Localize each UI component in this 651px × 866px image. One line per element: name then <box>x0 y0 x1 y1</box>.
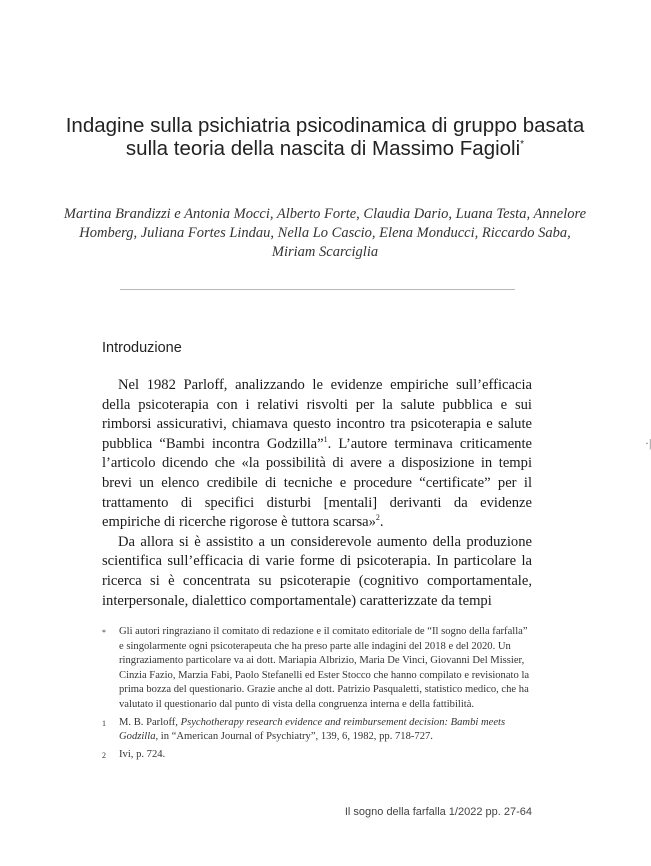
footnote-1-rest: , in “American Journal of Psychiatry”, 139, 6, 1982, pp. 718-727. <box>155 731 433 743</box>
paragraph-1-part-c: . <box>379 514 384 531</box>
paragraph-1 <box>102 376 532 533</box>
paragraph-1-part-b: . L’autore terminava criticamente l’articolo dicendo che «la possibilità di avere a disposizione in tempi brevi un elenco credibile di tecniche e procedure “certificate” per il trattamento di specifici disturbi [mentali] derivanti da evidenze empiriche di ricerche rigorose è tuttora scarsa» <box>102 435 532 531</box>
article-title-text: Indagine sulla psichiatria psicodinamica di gruppo basata sulla teoria della nascita di Massimo Fagioli <box>65 114 585 160</box>
margin-crop-mark: ·| <box>645 436 651 450</box>
footnote-1-mark: 1 <box>102 718 106 728</box>
footnote-star-text: Gli autori ringraziano il comitato di redazione e il comitato editoriale de “Il sogno della farfalla” e singolarmente ogni psicoterapeuta che ha preso parte alle indagini del 2018 e del 2020. Un ringraziamento particolare va ai dott. Mariapia Albrizio, Maria De Vinci, Giovanni Del Missier, Cinzia Fazio, Marzia Fabi, Paolo Stefanelli ed Ester Stocco che hanno compilato e revisionato la prima bozza del questionario. Grazie anche al dott. Patrizio Pasqualetti, statistico medico, che ha valutato il questionario dal punto di vista della congruenza interna e della fattibilità. <box>119 626 530 710</box>
paragraph-1-part-a: Nel 1982 Parloff, analizzando le evidenze empiriche sull’efficacia della psicoterapia con i relativi risvolti per la salute pubblica e sui rimborsi assicurativi, chiamava questo incontro tra psicoterapia e salute pubblica “Bambi incontra Godzilla” <box>102 377 532 452</box>
article-title <box>60 114 590 160</box>
footnote-2-text: Ivi, p. 724. <box>119 748 166 760</box>
footnote-1 <box>102 716 532 745</box>
footnote-1-author: M. B. Parloff, <box>119 716 181 728</box>
footnote-1-text <box>119 716 532 745</box>
running-footer: Il sogno della farfalla 1/2022 pp. 27-64 <box>344 806 532 818</box>
title-footnote-mark: * <box>520 139 525 151</box>
footnote-ref-1: 1 <box>323 434 328 444</box>
paragraph-2: Da allora si è assistito a un considerevole aumento della produzione scientifica sull’efficacia di varie forme di psicoterapia. In particolare la ricerca si è concentrata su psicoterapie (cognitivo comportamentale, interpersonale, dialettico comportamentale) caratterizzate da tempi <box>102 533 532 609</box>
footnote-ref-2: 2 <box>375 513 380 523</box>
footnote-1-title: Psychotherapy research evidence and reimbursement decision: Bambi meets Godzilla <box>119 716 506 743</box>
footnote-2-mark: 2 <box>102 750 106 760</box>
footnotes <box>102 625 532 766</box>
title-divider <box>120 289 515 290</box>
footnote-2 <box>102 748 532 764</box>
footnote-star-mark: * <box>102 628 106 637</box>
section-heading: Introduzione <box>102 340 182 356</box>
body-text <box>102 376 532 611</box>
footnote-star <box>102 625 532 713</box>
author-list: Martina Brandizzi e Antonia Mocci, Alberto Forte, Claudia Dario, Luana Testa, Annelore Homberg, Juliana Fortes Lindau, Nella Lo Cascio, Elena Monducci, Riccardo Saba, Miriam Scarciglia <box>63 206 587 260</box>
